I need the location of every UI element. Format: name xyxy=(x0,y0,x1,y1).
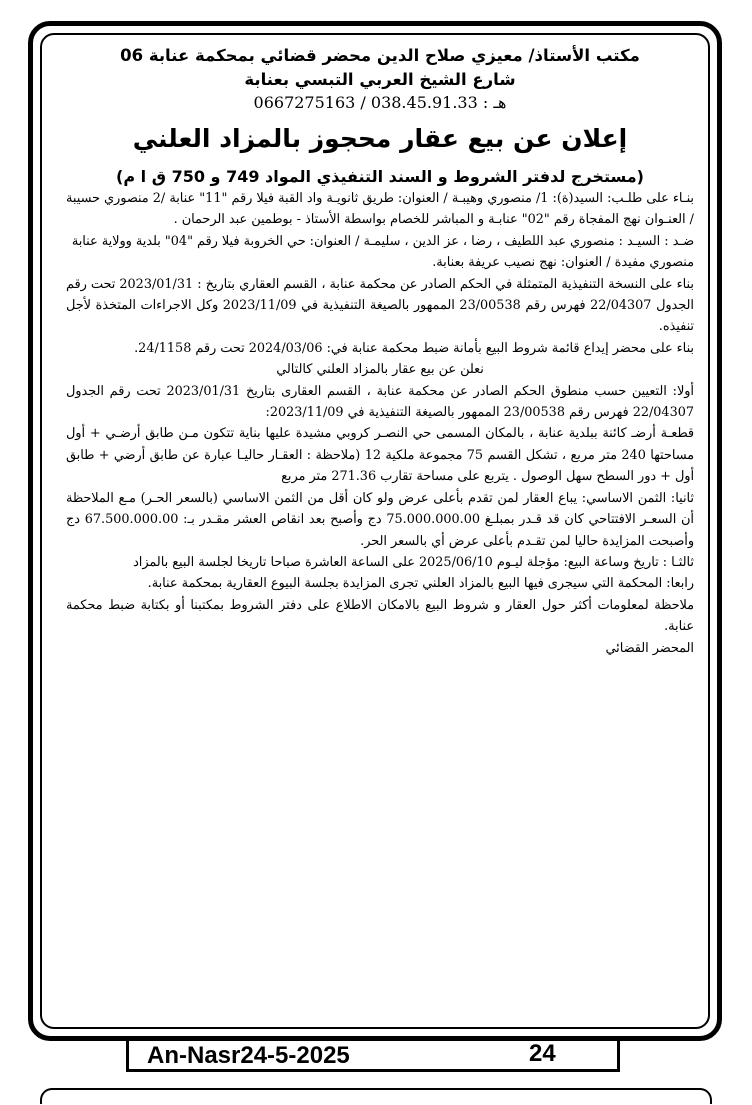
office-name: مكتب الأستاذ/ معيزي صلاح الدين محضر قضائي بمحكمة عنابة 06 xyxy=(120,46,640,65)
paragraph-second-price: ثانيا: الثمن الاساسي: يباع العقار لمن تقدم بأعلى عرض ولو كان أقل من الثمن الاساسي (بالسعر الحـر) مـع الملاحظة أن السعـر الافتتاحي كان قد قـدر بمبلـغ 75.000.000.00 دج وأصبح بعد انقاص العشر مقـدر بـ: 67.500.000.00 دج وأصبحت المزايدة حاليا لمن تقـدم بأعلى عرض أي بالسعر الحر. xyxy=(66,490,694,549)
paragraph-note: ملاحظة لمعلومات أكثر حول العقار و شروط البيع بالامكان الاطلاع على دفتر الشروط بمكتبنا أو بكتابة ضبط محكمة عنابة. xyxy=(66,597,694,635)
announcement-subtitle: (مستخرج لدفتر الشروط و السند التنفيذي المواد 749 و 750 ق ا م) xyxy=(116,167,644,186)
paragraph-party: منصوري مفيدة / العنوان: نهج نصيب عريفة بعنابة. xyxy=(432,255,694,271)
publication-label: An-Nasr24-5-2025 xyxy=(147,1042,350,1069)
office-address: شارع الشيخ العربي التبسي بعنابة xyxy=(244,70,516,89)
next-frame-edge xyxy=(40,1088,712,1104)
paragraph-deposit: بناء على محضر إيداع قائمة شروط البيع بأمانة ضبط محكمة عنابة في: 2024/03/06 تحت رقم 24/1158. xyxy=(134,340,694,356)
paragraph-judgment: بناء على النسخة التنفيذية المتمثلة في الحكم الصادر عن محكمة عنابة ، القسم العقاري بتاريخ : 2023/01/31 تحت رقم الجدول 22/04307 فهرس رقم 23/00538 الممهور بالصيغة التنفيذية في 2023/11/09 وكل الاجراءات المتخذة لأجل تنفيذه. xyxy=(66,276,694,335)
office-phone: هـ : 038.45.91.33 / 0667275163 xyxy=(253,93,507,112)
paragraph-against: ضـد : السيـد : منصوري عبد اللطيف ، رضا ، عز الدين ، سليمـة / العنوان: حي الخروبة فيلا رقم "04" بلدية وولاية عنابة xyxy=(71,233,694,249)
paragraph-request: بنـاء على طلـب: السيد(ة): 1/ منصوري وهيبـة / العنوان: طريق ثانويـة واد القبة فيلا رقم "11" عنابة /2 منصوري حسيبة / العنـوان نهج المفجاة رقم "02" عنابـة و المباشر للخصام بواسطة الأستاذ - بوطمين عبد الرحمان . xyxy=(66,191,694,228)
paragraph-third-date: ثالثـا : تاريخ وساعة البيع: مؤجلة ليـوم 2025/06/10 على الساعة العاشرة صباحا تاريخا لجلسة البيع بالمزاد xyxy=(133,554,694,570)
page-number: 24 xyxy=(529,1040,556,1067)
paragraph-first: أولا: التعيين حسب منطوق الحكم الصادر عن محكمة عنابة ، القسم العقارى بتاريخ 2023/01/31 تحت رقم الجدول 22/04307 فهرس رقم 23/00538 الممهور بالصيغة التنفيذية في 2023/11/09: xyxy=(66,383,694,421)
footer-bar xyxy=(126,1038,620,1072)
announcement-body xyxy=(66,188,694,659)
announcement-title: إعلان عن بيع عقار محجوز بالمزاد العلني xyxy=(132,124,628,153)
paragraph-fourth-court: رابعا: المحكمة التي سيجرى فيها البيع بالمزاد العلني تجرى المزايدة بجلسة البيوع العقارية بمحكمة عنابة. xyxy=(147,576,694,592)
signature: المحضر القضائي xyxy=(605,640,694,656)
paragraph-notice: نعلن عن بيع عقار بالمزاد العلني كالتالي xyxy=(276,362,484,378)
paragraph-property: قطعـة أرضـ كائنة ببلدية عنابة ، بالمكان المسمى حي النصـر كروبي مشيدة عليها بناية تتكون مـن طابق أرضـي + أول مساحتها 240 متر مربع ، تشكل القسم 75 مجموعة ملكية 12 (ملاحظة : العقـار حاليـا عبارة عن طابق أرضي + طابق أول + دور السطح سهل الوصول . يتربع على مساحة تقارب 271.36 متر مربع xyxy=(66,426,694,485)
announcement xyxy=(66,44,694,974)
